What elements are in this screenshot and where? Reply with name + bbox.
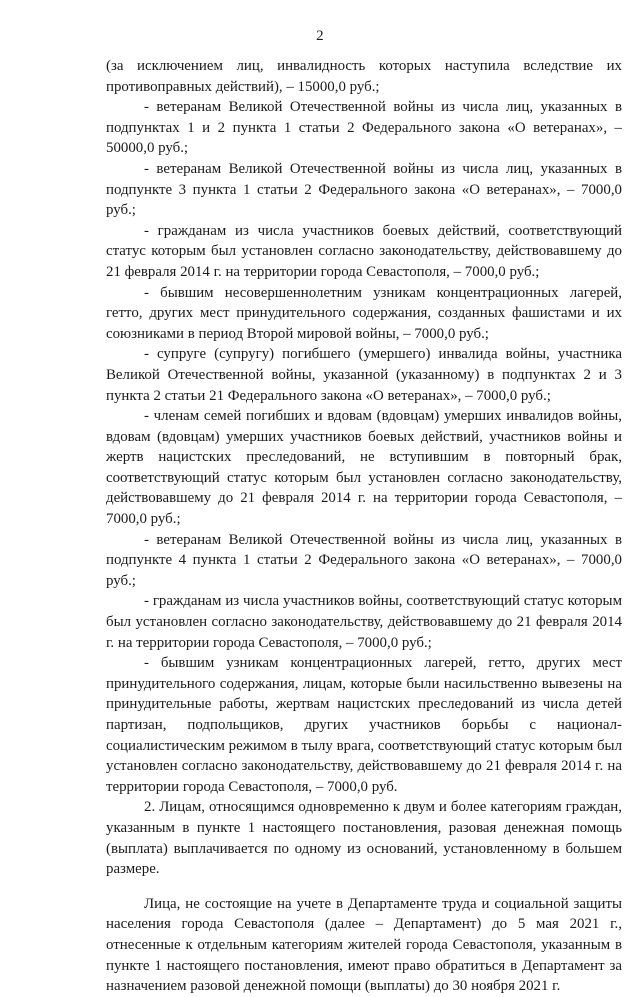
page-number: 2 [316, 28, 324, 44]
list-item: - гражданам из числа участников боевых действий, соответствующий статус которым был установлен согласно законодательству, действовавшему до 21 февраля 2014 г. на территории города Севастополя, – 7000,0 руб.; [106, 222, 622, 280]
list-item: - ветеранам Великой Отечественной войны из числа лиц, указанных в подпункте 4 пункта 1 статьи 2 Федерального закона «О ветеранах», – 7000,0 руб.; [106, 531, 622, 589]
list-item: - гражданам из числа участников войны, соответствующий статус которым был установлен согласно законодательству, действовавшему до 21 февраля 2014 г. на территории города Севастополя, – 7000,0 руб.; [106, 593, 622, 651]
list-item: - бывшим узникам концентрационных лагерей, гетто, других мест принудительного содержания, лицам, которые были насильственно вывезены на принудительные работы, жертвам нацистских преследований из числа детей партизан, подпольщиков, других участников борьбы с национал-социалистическим режимом в тылу врага, соответствующий статус которым был установлен согласно законодательству, действовавшему до 21 февраля 2014 г. на территории города Севастополя, – 7000,0 руб. [106, 655, 622, 795]
section-paragraph: 2. Лицам, относящимся одновременно к двум и более категориям граждан, указанным в пункте 1 настоящего постановления, разовая денежная помощь (выплата) выплачивается по одному из оснований, установленному в большем размере. [106, 799, 622, 878]
list-item: - супруге (супругу) погибшего (умершего) инвалида войны, участника Великой Отечественной войны, указанной (указанному) в подпунктах 2 и 3 пункта 2 статьи 21 Федерального закона «О ветеранах», – 7000,0 руб.; [106, 346, 622, 404]
list-item: - членам семей погибших и вдовам (вдовцам) умерших инвалидов войны, вдовам (вдовцам) умерших участников боевых действий, участников войны и жертв нацистских преследований, не вступившим в повторный брак, соответствующий статус которым был установлен согласно законодательству, действовавшему до 21 февраля 2014 г. на территории города Севастополя, – 7000,0 руб.; [106, 408, 622, 528]
paragraph-continuation: (за исключением лиц, инвалидность которых наступила вследствие их противоправных действий), – 15000,0 руб.; [106, 58, 622, 95]
list-item: - бывшим несовершеннолетним узникам концентрационных лагерей, гетто, других мест принудительного содержания, созданных фашистами и их союзниками в период Второй мировой войны, – 7000,0 руб.; [106, 284, 622, 342]
body-paragraph: Лица, не состоящие на учете в Департаменте труда и социальной защиты населения города Севастополя (далее – Департамент) до 5 мая 2021 г., отнесенные к отдельным категориям жителей города Севастополя, указанным в пункте 1 настоящего постановления, имеют право обратиться в Департамент за назначением разовой денежной помощи (выплаты) до 30 ноября 2021 г. [106, 895, 622, 995]
list-item: - ветеранам Великой Отечественной войны из числа лиц, указанных в подпункте 3 пункта 1 статьи 2 Федерального закона «О ветеранах», – 7000,0 руб.; [106, 160, 622, 219]
document-body [106, 56, 622, 997]
list-item: - ветеранам Великой Отечественной войны из числа лиц, указанных в подпунктах 1 и 2 пункта 1 статьи 2 Федерального закона «О ветеранах», – 50000,0 руб.; [106, 99, 622, 157]
